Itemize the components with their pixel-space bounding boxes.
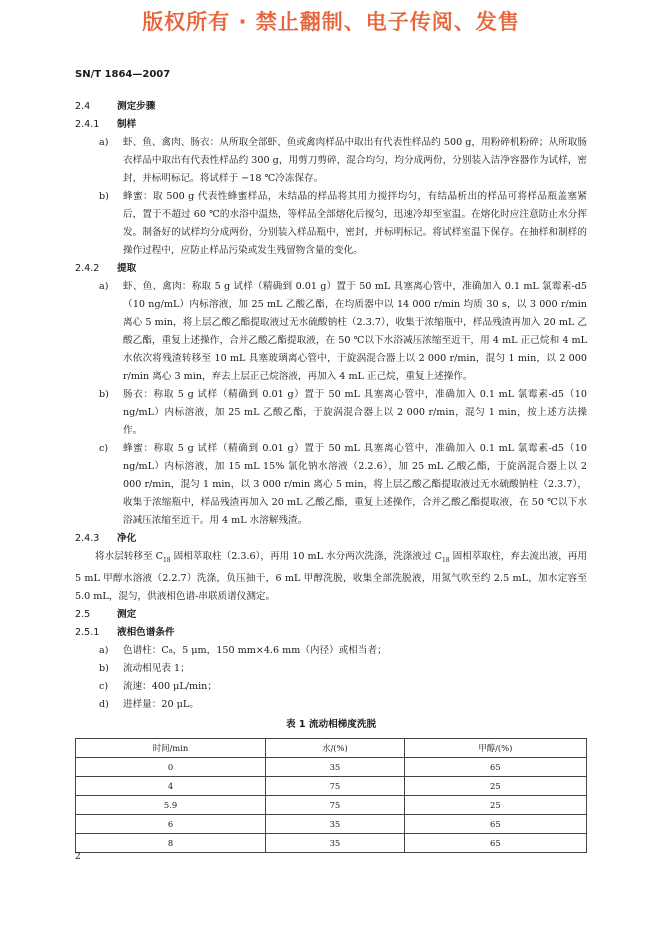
table-cell: 25 (404, 795, 586, 814)
heading-2-4-1: 2.4.1 制样 (75, 119, 137, 130)
table-cell: 35 (266, 833, 405, 852)
table-cell: 35 (266, 757, 405, 776)
document-body (75, 98, 587, 853)
extract-item-c: c) 蜂蜜：称取 5 g 试样（精确到 0.01 g）置于 50 mL 具塞离心管中，准确加入 0.1 mL 氯霉素-d5（10 ng/mL）内标溶液，加 15 mL 15% 氯化钠水溶液（2.2.6），加 25 mL 乙酸乙酯，于旋涡混合器上以 2 000 r/min，混匀 1 min，以 3 000 r/min 离心 5 min，将上层乙酸乙酯提取液过无水硫酸钠柱（2.3.7），收集于浓缩瓶中，样品残渣再加入 20 mL 乙酸乙酯，重复上述操作，合并乙酸乙酯提取液，在 50 ℃以下水浴减压浓缩至近干。用 4 mL 水溶解残渣。 (99, 443, 587, 526)
page-number: 2 (75, 852, 81, 862)
table-cell: 4 (76, 776, 266, 795)
gradient-table (75, 738, 587, 853)
table-row (76, 814, 587, 833)
heading-2-4-3: 2.4.3 净化 (75, 533, 137, 544)
table-header-row (76, 738, 587, 757)
heading-2-4: 2.4 测定步骤 (75, 101, 156, 112)
standard-number: SN/T 1864—2007 (75, 69, 171, 80)
table-cell: 6 (76, 814, 266, 833)
extract-item-a: a) 虾、鱼、禽肉：称取 5 g 试样（精确到 0.01 g）置于 50 mL 具塞离心管中，准确加入 0.1 mL 氯霉素-d5（10 ng/mL）内标溶液，加 25 mL 乙酸乙酯，在均质器中以 14 000 r/min 均质 30 s，以 3 000 r/min离心 5 min，将上层乙酸乙酯提取液过无水硫酸钠柱（2.3.7），收集于浓缩瓶中，样品残渣再加入 20 mL 乙酸乙酯，重复上述操作，合并乙酸乙酯提取液，在 50 ℃以下水浴减压浓缩至近干，用 4 mL 正己烷和 4 mL 水依次将残渣转移至 10 mL 具塞玻璃离心管中，于旋涡混合器上以 2 000 r/min，混匀 1 min，以 2 000 r/min 离心 3 min，弃去上层正己烷溶液，再加入 4 mL 正己烷，重复上述操作。 (99, 281, 587, 382)
lc-item-a: a) 色谱柱：C₈，5 μm，150 mm×4.6 mm（内径）或相当者； (99, 644, 387, 656)
header-water: 水/(%) (266, 738, 405, 757)
table-cell: 35 (266, 814, 405, 833)
lc-item-c: c) 流速：400 μL/min； (99, 680, 217, 692)
cleanup-paragraph: 将水层转移至 $C_{18}$ 固相萃取柱（2.3.6），再用 10 mL 水分两次洗涤，洗涤液过 $C_{18}$ 固相萃取柱，弃去流出液，再用 5 mL 甲醇水溶液（2.2.7）洗涤，负压抽干，6 mL 甲醇洗脱，收集全部洗脱液，用氮气吹至约 2.5 mL，加水定容至 5.0 mL，混匀，供液相色谱-串联质谱仪测定。 (75, 551, 588, 602)
heading-2-4-2: 2.4.2 提取 (75, 263, 137, 274)
extract-item-b: b) 肠衣：称取 5 g 试样（精确到 0.01 g）置于 50 mL 具塞离心管中，准确加入 0.1 mL 氯霉素-d5（10 ng/mL）内标溶液，加 25 mL 乙酸乙酯，于旋涡混合器上以 2 000 r/min，混匀 1 min，按上述方法操作。 (99, 389, 587, 436)
sample-item-b: b) 蜂蜜：取 500 g 代表性蜂蜜样品，未结晶的样品将其用力搅拌均匀，有结晶析出的样品可将样品瓶盖塞紧后，置于不超过 60 ℃的水浴中温热，等样品全部熔化后搅匀，迅速冷却至室温。在熔化时应注意防止水分挥发。制备好的试样均分成两份，分别装入样品瓶中，密封，并标明标记。将试样室温下保存。在抽样和制样的操作过程中，应防止样品污染或发生残留物含量的变化。 (99, 191, 587, 256)
table-cell: 65 (404, 833, 586, 852)
table-row (76, 757, 587, 776)
table-cell: 75 (266, 795, 405, 814)
heading-2-5-1: 2.5.1 液相色谱条件 (75, 626, 175, 638)
sample-item-a: a) 虾、鱼、禽肉、肠衣：从所取全部虾、鱼或禽肉样品中取出有代表性样品约 500 g，用粉碎机粉碎；从所取肠衣样品中取出有代表性样品约 300 g，用剪刀剪碎，混合均匀，均分成两份，分别装入洁净容器作为试样，密封，并标明标记。将试样于 −18 ℃冷冻保存。 (99, 137, 587, 184)
header-time: 时间/min (76, 738, 266, 757)
table-cell: 8 (76, 833, 266, 852)
table-caption: 表 1 流动相梯度洗脱 (285, 718, 377, 730)
table-cell: 75 (266, 776, 405, 795)
table-cell: 5.9 (76, 795, 266, 814)
heading-2-5: 2.5 测定 (75, 608, 137, 620)
table-row (76, 795, 587, 814)
table-cell: 65 (404, 814, 586, 833)
lc-item-d: d) 进样量：20 μL。 (99, 698, 199, 710)
table-row (76, 833, 587, 852)
watermark: 版权所有 · 禁止翻制、电子传阅、发售 (142, 10, 520, 34)
table-cell: 25 (404, 776, 586, 795)
header-methanol: 甲醇/(%) (404, 738, 586, 757)
lc-item-b: b) 流动相见表 1； (99, 662, 190, 674)
table-row (76, 776, 587, 795)
table-cell: 0 (76, 757, 266, 776)
table-cell: 65 (404, 757, 586, 776)
